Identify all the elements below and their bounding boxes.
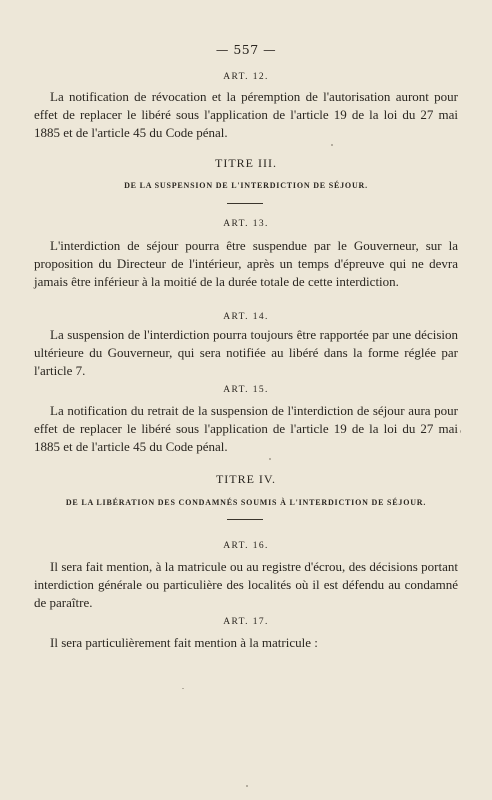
titre-3-subtitle: DE LA SUSPENSION DE L'INTERDICTION DE SÉJOUR. bbox=[124, 181, 368, 190]
article-16-heading: ART. 16. bbox=[223, 541, 269, 551]
paper-speck bbox=[246, 785, 248, 787]
article-17-heading: ART. 17. bbox=[223, 617, 269, 627]
titre-3-heading: TITRE III. bbox=[215, 156, 277, 170]
page-number: — 557 — bbox=[215, 42, 277, 57]
titre-4-subtitle: DE LA LIBÉRATION DES CONDAMNÉS SOUMIS À L'INTERDICTION DE SÉJOUR. bbox=[65, 498, 427, 507]
article-14-text: La suspension de l'interdiction pourra toujours être rapportée par une décision ultérieure du Gouverneur, qui sera notifiée au libéré dans la forme réglée par l'article 7. bbox=[34, 327, 458, 378]
section-divider bbox=[227, 203, 263, 204]
article-17-text: Il sera particulièrement fait mention à la matricule : bbox=[50, 635, 318, 650]
article-16-text: Il sera fait mention, à la matricule ou au registre d'écrou, des décisions portant interdiction générale ou particulière des localités où il est défendu au condamné de paraître. bbox=[34, 559, 458, 610]
article-13-text: L'interdiction de séjour pourra être suspendue par le Gouverneur, sur la proposition du Directeur de l'intérieur, après un temps d'épreuve qui ne devra jamais être inférieur à la moitié de la durée totale de cette interdiction. bbox=[34, 238, 458, 289]
article-14-heading: ART. 14. bbox=[223, 312, 269, 322]
paper-speck bbox=[460, 430, 461, 433]
article-12-heading: ART. 12. bbox=[223, 72, 269, 82]
paper-speck bbox=[331, 144, 333, 146]
section-divider bbox=[227, 519, 263, 520]
paper-speck bbox=[182, 688, 184, 689]
article-13-heading: ART. 13. bbox=[223, 219, 269, 229]
article-12-text: La notification de révocation et la péremption de l'autorisation auront pour effet de replacer le libéré sous l'application de l'article 19 de la loi du 27 mai 1885 et de l'article 45 du Code pénal. bbox=[34, 89, 458, 140]
article-15-heading: ART. 15. bbox=[223, 385, 269, 395]
article-15-text: La notification du retrait de la suspension de l'interdiction de séjour aura pour effet de replacer le libéré sous l'application de l'article 19 de la loi du 27 mai 1885 et de l'article 45 du Code pénal. bbox=[34, 403, 458, 454]
paper-speck bbox=[269, 458, 271, 460]
titre-4-heading: TITRE IV. bbox=[215, 472, 277, 486]
